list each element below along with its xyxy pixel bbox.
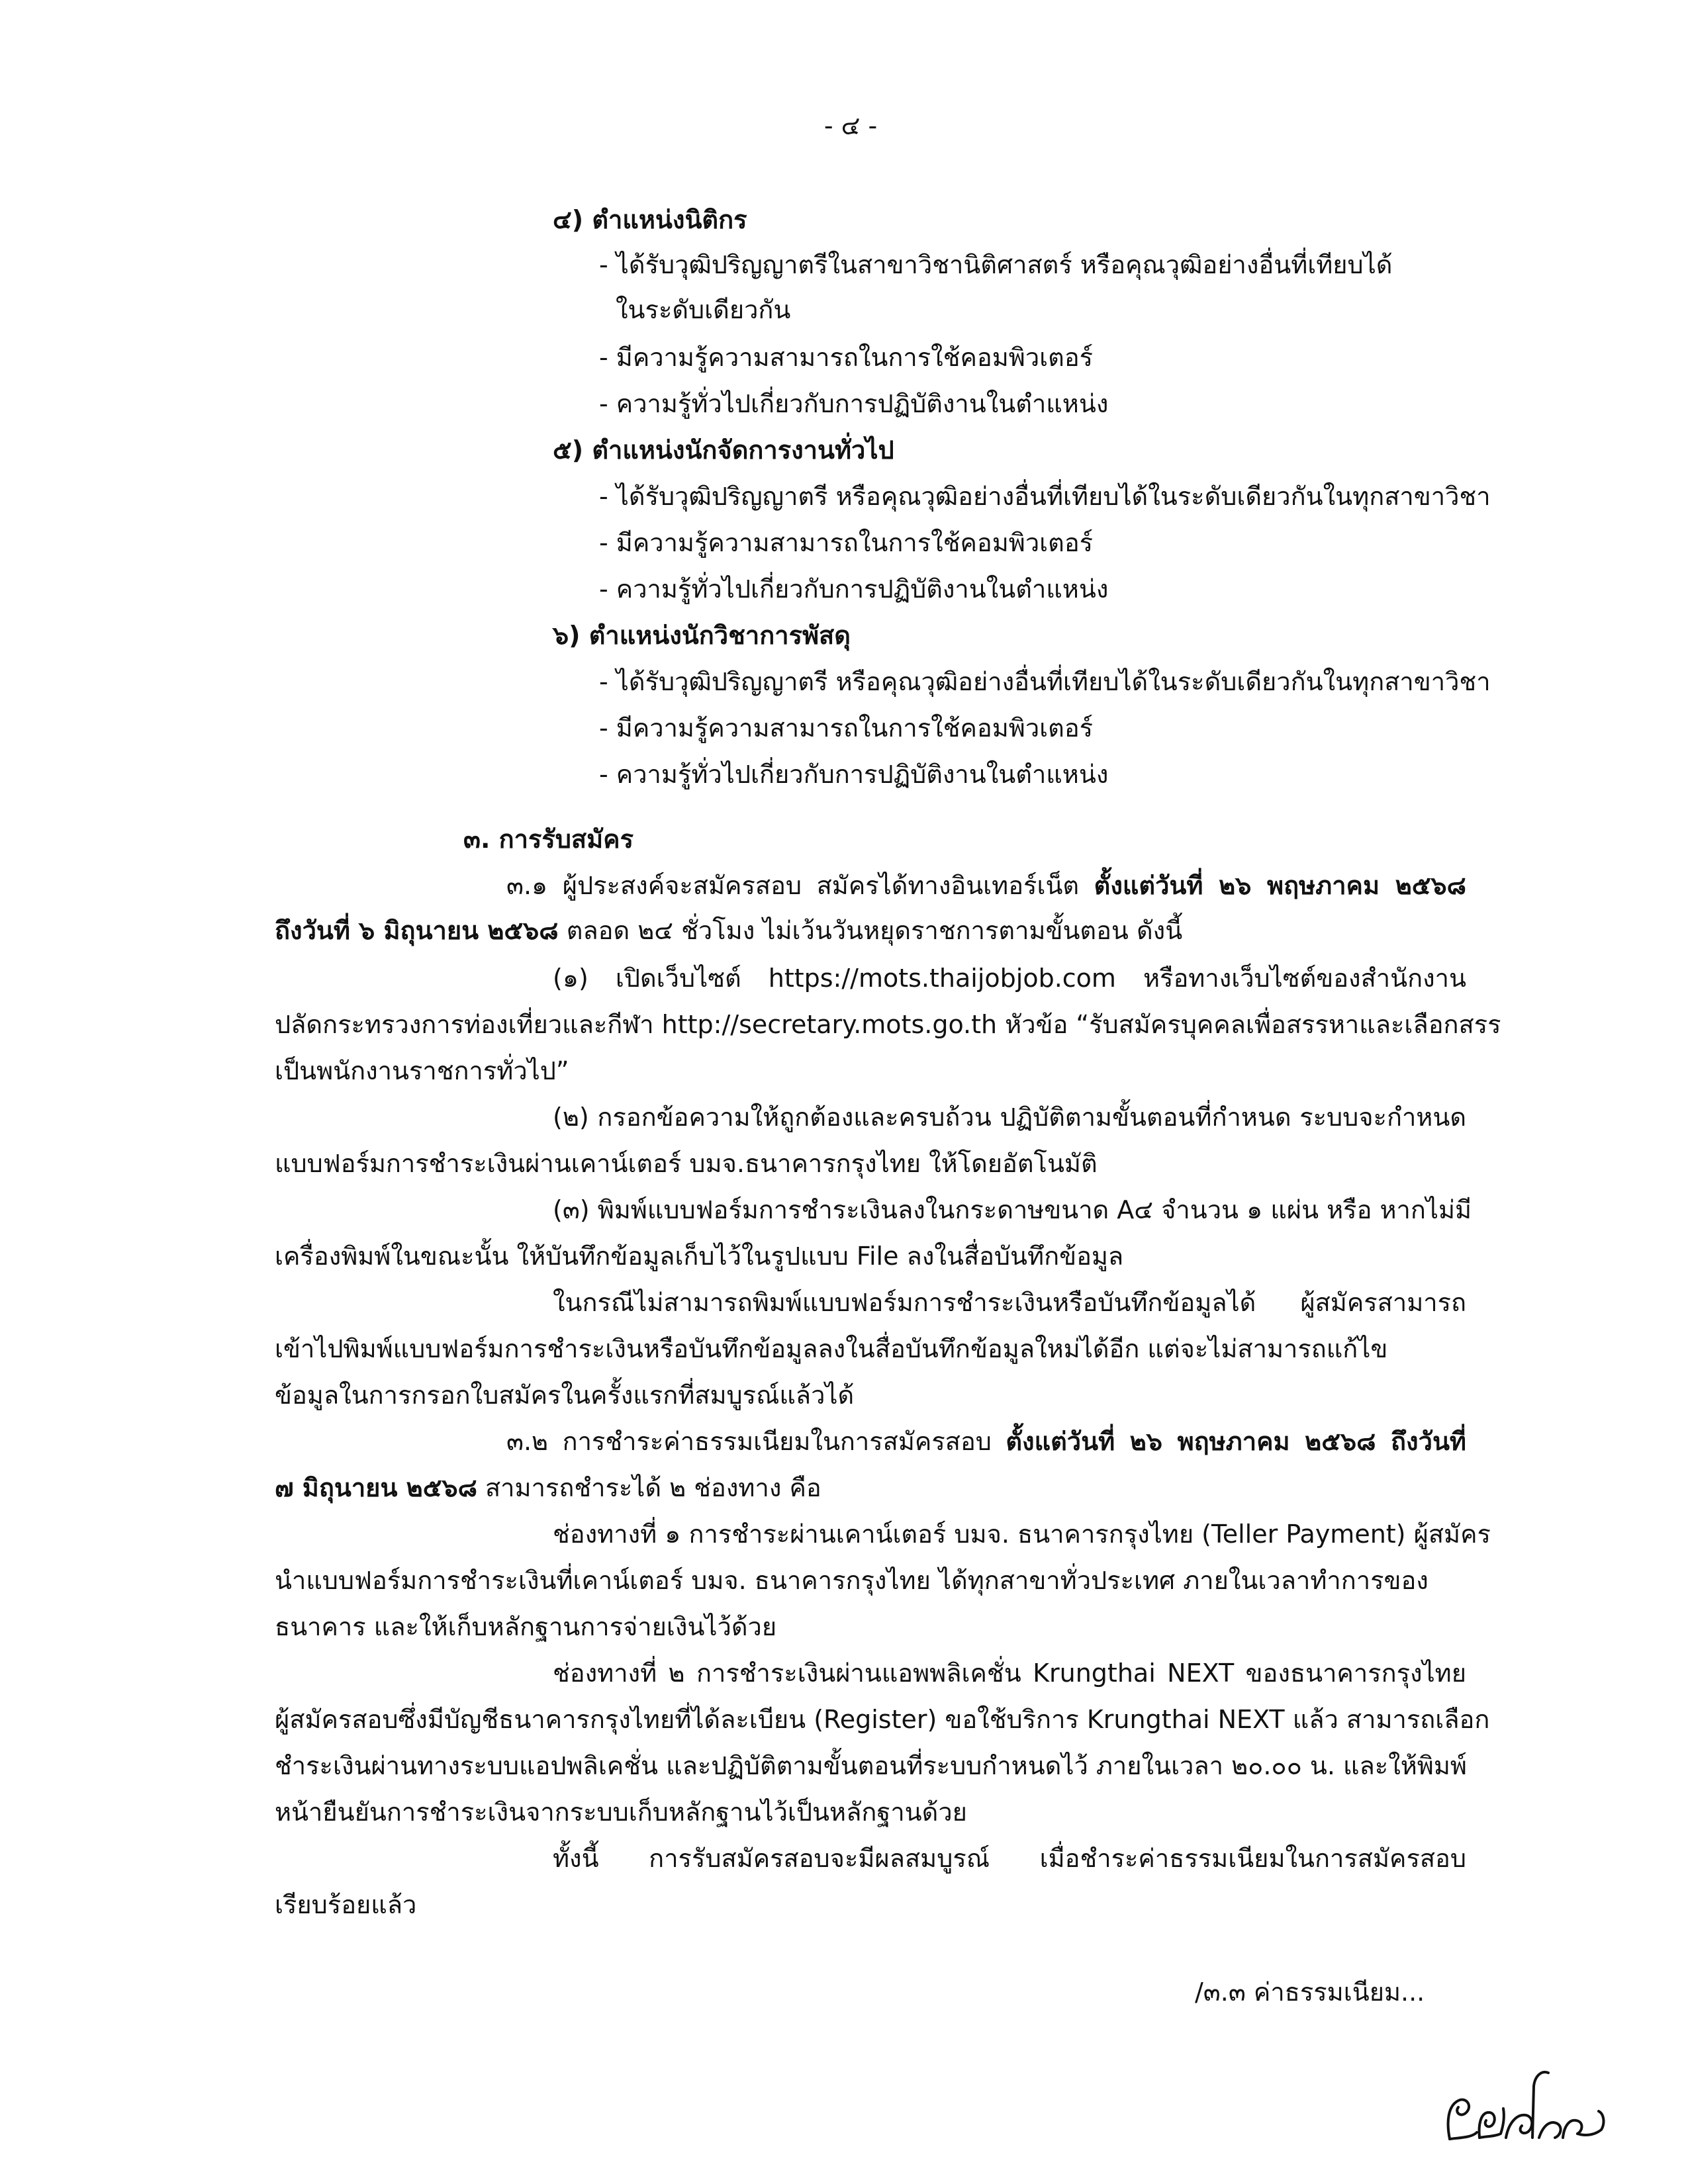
paragraph-3-2-line-2 — [275, 1468, 821, 1508]
channel-1-line-1: ช่องทางที่ ๑ การชำระผ่านเคาน์เตอร์ บมจ. ธนาคารกรุงไทย (Teller Payment) ผู้สมัคร — [553, 1520, 1491, 1549]
step-3-line-2: เครื่องพิมพ์ในขณะนั้น ให้บันทึกข้อมูลเก็บไว้ในรูปแบบ File ลงในสื่อบันทึกข้อมูล — [275, 1242, 1124, 1271]
p32-date-start: ตั้งแต่วันที่ ๒๖ พฤษภาคม ๒๕๖๘ ถึงวันที่ — [1006, 1427, 1466, 1456]
page-number: - ๔ - — [823, 111, 878, 140]
paragraph-3-1-line-2 — [275, 911, 1182, 950]
channel-2-line-2: ผู้สมัครสอบซึ่งมีบัญชีธนาคารกรุงไทยที่ได้ละเบียน (Register) ขอใช้บริการ Krungthai NEXT แล้ว สามารถเลือก — [275, 1705, 1490, 1734]
p32-date-end: ๗ มิถุนายน ๒๕๖๘ — [275, 1473, 477, 1502]
channel-2-line-1: ช่องทางที่ ๒ การชำระเงินผ่านแอพพลิเคชั่น Krungthai NEXT ของธนาคารกรุงไทย — [553, 1659, 1466, 1688]
p32-text: ๓.๒ การชำระค่าธรรมเนียมในการสมัครสอบ — [506, 1427, 1006, 1456]
p31-date-start: ตั้งแต่วันที่ ๒๖ พฤษภาคม ๒๕๖๘ — [1094, 871, 1466, 900]
continuation-text: /๓.๓ ค่าธรรมเนียม... — [1195, 1978, 1425, 2007]
note-line-1: ในกรณีไม่สามารถพิมพ์แบบฟอร์มการชำระเงินหรือบันทึกข้อมูลได้ ผู้สมัครสามารถ — [553, 1288, 1466, 1317]
channel-1-line-3: ธนาคาร และให้เก็บหลักฐานการจ่ายเงินไว้ด้วย — [275, 1612, 777, 1641]
position-5-title: ๕) ตำแหน่งนักจัดการงานทั่วไป — [553, 435, 894, 465]
step-1-line-3: เป็นพนักงานราชการทั่วไป” — [275, 1056, 569, 1085]
p31-text-2: ตลอด ๒๔ ชั่วโมง ไม่เว้นวันหยุดราชการตามขั้นตอน ดังนี้ — [558, 916, 1183, 945]
position-4-item-3: - ความรู้ทั่วไปเกี่ยวกับการปฏิบัติงานในตำแหน่ง — [599, 389, 1109, 418]
paragraph-3-2-line-1 — [506, 1422, 1466, 1461]
position-5-item-1: - ได้รับวุฒิปริญญาตรี หรือคุณวุฒิอย่างอื่นที่เทียบได้ในระดับเดียวกันในทุกสาขาวิชา — [599, 482, 1491, 511]
position-6-title: ๖) ตำแหน่งนักวิชาการพัสดุ — [553, 621, 851, 650]
position-4-item-2: - มีความรู้ความสามารถในการใช้คอมพิวเตอร์ — [599, 343, 1094, 372]
position-4-item-1: - ได้รับวุฒิปริญญาตรีในสาขาวิชานิติศาสตร์ หรือคุณวุฒิอย่างอื่นที่เทียบได้ — [599, 250, 1393, 279]
step-1-line-2: ปลัดกระทรวงการท่องเที่ยวและกีฬา http://secretary.mots.go.th หัวข้อ “รับสมัครบุคคลเพื่อสรรหาและเลือกสรร — [275, 1010, 1501, 1039]
position-5-item-2: - มีความรู้ความสามารถในการใช้คอมพิวเตอร์ — [599, 528, 1094, 557]
closing-line-1: ทั้งนี้ การรับสมัครสอบจะมีผลสมบูรณ์ เมื่อชำระค่าธรรมเนียมในการสมัครสอบ — [553, 1844, 1466, 1873]
section-3-heading: ๓. การรับสมัคร — [463, 825, 634, 854]
p31-text: ๓.๑ ผู้ประสงค์จะสมัครสอบ สมัครได้ทางอินเทอร์เน็ต — [506, 871, 1094, 900]
position-4-item-1-cont: ในระดับเดียวกัน — [616, 295, 791, 324]
p31-date-end: ถึงวันที่ ๖ มิถุนายน ๒๕๖๘ — [275, 916, 559, 945]
p32-text-2: สามารถชำระได้ ๒ ช่องทาง คือ — [477, 1473, 821, 1502]
step-3-line-1: (๓) พิมพ์แบบฟอร์มการชำระเงินลงในกระดาษขนาด A๔ จำนวน ๑ แผ่น หรือ หากไม่มี — [553, 1195, 1472, 1224]
position-4-title: ๔) ตำแหน่งนิติกร — [553, 205, 747, 234]
step-1-line-1: (๑) เปิดเว็บไซต์ https://mots.thaijobjob.com หรือทางเว็บไซต์ของสำนักงาน — [553, 964, 1466, 993]
step-2-line-2: แบบฟอร์มการชำระเงินผ่านเคาน์เตอร์ บมจ.ธนาคารกรุงไทย ให้โดยอัตโนมัติ — [275, 1149, 1098, 1178]
note-line-2: เข้าไปพิมพ์แบบฟอร์มการชำระเงินหรือบันทึกข้อมูลลงในสื่อบันทึกข้อมูลใหม่ได้อีก แต่จะไม่สามารถแก้ไข — [275, 1334, 1388, 1363]
channel-2-line-3: ชำระเงินผ่านทางระบบแอปพลิเคชั่น และปฏิบัติตามขั้นตอนที่ระบบกำหนดไว้ ภายในเวลา ๒๐.๐๐ น. และให้พิมพ์ — [275, 1751, 1467, 1780]
closing-line-2: เรียบร้อยแล้ว — [275, 1890, 417, 1919]
position-5-item-3: - ความรู้ทั่วไปเกี่ยวกับการปฏิบัติงานในตำแหน่ง — [599, 574, 1109, 604]
paragraph-3-1-line-1 — [506, 866, 1466, 905]
channel-2-line-4: หน้ายืนยันการชำระเงินจากระบบเก็บหลักฐานไว้เป็นหลักฐานด้วย — [275, 1797, 967, 1827]
channel-1-line-2: นำแบบฟอร์มการชำระเงินที่เคาน์เตอร์ บมจ. ธนาคารกรุงไทย ได้ทุกสาขาทั่วประเทศ ภายในเวลาทำการของ — [275, 1566, 1429, 1595]
step-2-line-1: (๒) กรอกข้อความให้ถูกต้องและครบถ้วน ปฏิบัติตามขั้นตอนที่กำหนด ระบบจะกำหนด — [553, 1103, 1466, 1132]
position-6-item-2: - มีความรู้ความสามารถในการใช้คอมพิวเตอร์ — [599, 713, 1094, 743]
note-line-3: ข้อมูลในการกรอกใบสมัครในครั้งแรกที่สมบูรณ์แล้วได้ — [275, 1381, 855, 1410]
position-6-item-1: - ได้รับวุฒิปริญญาตรี หรือคุณวุฒิอย่างอื่นที่เทียบได้ในระดับเดียวกันในทุกสาขาวิชา — [599, 667, 1491, 696]
position-6-item-3: - ความรู้ทั่วไปเกี่ยวกับการปฏิบัติงานในตำแหน่ง — [599, 760, 1109, 789]
handwritten-initials — [1440, 2060, 1612, 2152]
